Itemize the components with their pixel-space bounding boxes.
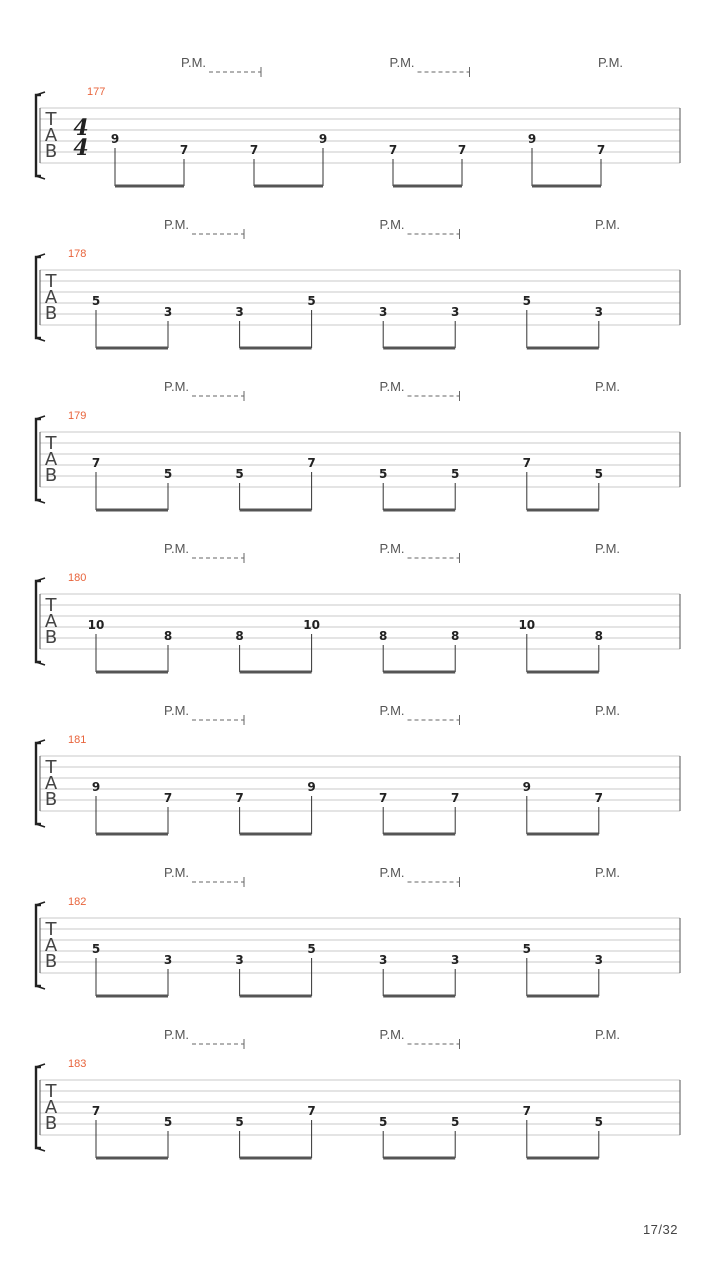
- palm-mute-label: P.M.: [595, 865, 621, 880]
- fret-number: 8: [163, 629, 173, 643]
- fret-number: 3: [235, 953, 244, 967]
- palm-mute-label: P.M.: [164, 541, 190, 556]
- fret-number: 7: [179, 143, 189, 157]
- fret-number: 3: [379, 305, 388, 319]
- tab-letter: B: [44, 303, 58, 324]
- fret-number: 10: [87, 618, 105, 632]
- fret-number: 7: [91, 1104, 101, 1118]
- measure-number: 180: [68, 572, 87, 584]
- fret-number: 9: [318, 132, 328, 146]
- tab-letter: A: [44, 287, 58, 308]
- palm-mute-label: P.M.: [164, 217, 190, 232]
- fret-number: 7: [522, 1104, 531, 1118]
- palm-mute-label: P.M.: [379, 541, 405, 556]
- fret-number: 3: [163, 305, 173, 319]
- fret-number: 5: [451, 467, 460, 481]
- tab-letter: T: [45, 271, 57, 292]
- fret-number: 5: [163, 1115, 173, 1129]
- tab-letter: A: [44, 1097, 58, 1118]
- tab-letter: B: [44, 951, 58, 972]
- fret-number: 5: [235, 1115, 244, 1129]
- fret-number: 5: [307, 294, 316, 308]
- fret-number: 7: [307, 456, 316, 470]
- fret-number: 5: [91, 942, 101, 956]
- palm-mute-label: P.M.: [595, 217, 621, 232]
- fret-number: 3: [451, 953, 460, 967]
- tab-letter: B: [44, 1113, 58, 1134]
- measure-number: 183: [68, 1058, 87, 1070]
- palm-mute-label: P.M.: [379, 1027, 405, 1042]
- fret-number: 7: [594, 791, 603, 805]
- fret-number: 3: [163, 953, 173, 967]
- fret-number: 8: [379, 629, 388, 643]
- fret-number: 5: [522, 942, 531, 956]
- measure-number: 181: [68, 734, 87, 746]
- fret-number: 8: [451, 629, 460, 643]
- fret-number: 7: [596, 143, 606, 157]
- tab-letter: A: [44, 773, 58, 794]
- fret-number: 9: [110, 132, 120, 146]
- time-signature-top: 4: [73, 115, 89, 141]
- tab-letter: T: [45, 109, 57, 130]
- fret-number: 3: [379, 953, 388, 967]
- fret-number: 3: [594, 953, 603, 967]
- tab-letter: A: [44, 935, 58, 956]
- tab-letter: B: [44, 465, 58, 486]
- fret-number: 9: [307, 780, 316, 794]
- fret-number: 10: [518, 618, 536, 632]
- tab-letter: B: [44, 789, 58, 810]
- measure-number: 182: [68, 896, 87, 908]
- tab-letter: A: [44, 125, 58, 146]
- tab-letter: T: [45, 1081, 57, 1102]
- fret-number: 8: [594, 629, 603, 643]
- page-number: 17/32: [642, 1222, 678, 1237]
- fret-number: 5: [163, 467, 173, 481]
- fret-number: 5: [235, 467, 244, 481]
- fret-number: 3: [451, 305, 460, 319]
- fret-number: 5: [594, 1115, 603, 1129]
- time-signature-bottom: 4: [73, 135, 89, 161]
- tab-letter: T: [45, 433, 57, 454]
- fret-number: 9: [522, 780, 531, 794]
- palm-mute-label: P.M.: [181, 55, 207, 70]
- palm-mute-label: P.M.: [595, 703, 621, 718]
- palm-mute-label: P.M.: [164, 1027, 190, 1042]
- fret-number: 7: [522, 456, 531, 470]
- palm-mute-label: P.M.: [389, 55, 415, 70]
- fret-number: 5: [379, 1115, 388, 1129]
- palm-mute-label: P.M.: [164, 379, 190, 394]
- measure-number: 179: [68, 410, 87, 422]
- palm-mute-label: P.M.: [595, 379, 621, 394]
- palm-mute-label: P.M.: [598, 55, 624, 70]
- fret-number: 3: [594, 305, 603, 319]
- fret-number: 10: [303, 618, 320, 632]
- palm-mute-label: P.M.: [379, 217, 405, 232]
- palm-mute-label: P.M.: [379, 865, 405, 880]
- tab-letter: T: [45, 595, 57, 616]
- fret-number: 3: [235, 305, 244, 319]
- tab-letter: A: [44, 611, 58, 632]
- palm-mute-label: P.M.: [164, 865, 190, 880]
- fret-number: 9: [91, 780, 101, 794]
- palm-mute-label: P.M.: [595, 541, 621, 556]
- tab-letter: B: [44, 141, 58, 162]
- fret-number: 7: [249, 143, 259, 157]
- fret-number: 7: [307, 1104, 316, 1118]
- measure-number: 177: [87, 86, 106, 98]
- fret-number: 7: [451, 791, 460, 805]
- fret-number: 5: [451, 1115, 460, 1129]
- fret-number: 5: [307, 942, 316, 956]
- fret-number: 5: [91, 294, 101, 308]
- fret-number: 8: [235, 629, 244, 643]
- palm-mute-label: P.M.: [164, 703, 190, 718]
- palm-mute-label: P.M.: [379, 703, 405, 718]
- tab-letter: T: [45, 919, 57, 940]
- palm-mute-label: P.M.: [379, 379, 405, 394]
- palm-mute-label: P.M.: [595, 1027, 621, 1042]
- fret-number: 5: [379, 467, 388, 481]
- measure-number: 178: [68, 248, 87, 260]
- fret-number: 7: [235, 791, 244, 805]
- fret-number: 5: [522, 294, 531, 308]
- fret-number: 7: [163, 791, 173, 805]
- fret-number: 7: [457, 143, 467, 157]
- fret-number: 5: [594, 467, 603, 481]
- fret-number: 9: [527, 132, 537, 146]
- tab-letter: A: [44, 449, 58, 470]
- tab-letter: B: [44, 627, 58, 648]
- fret-number: 7: [379, 791, 388, 805]
- tab-letter: T: [45, 757, 57, 778]
- fret-number: 7: [91, 456, 101, 470]
- fret-number: 7: [388, 143, 398, 157]
